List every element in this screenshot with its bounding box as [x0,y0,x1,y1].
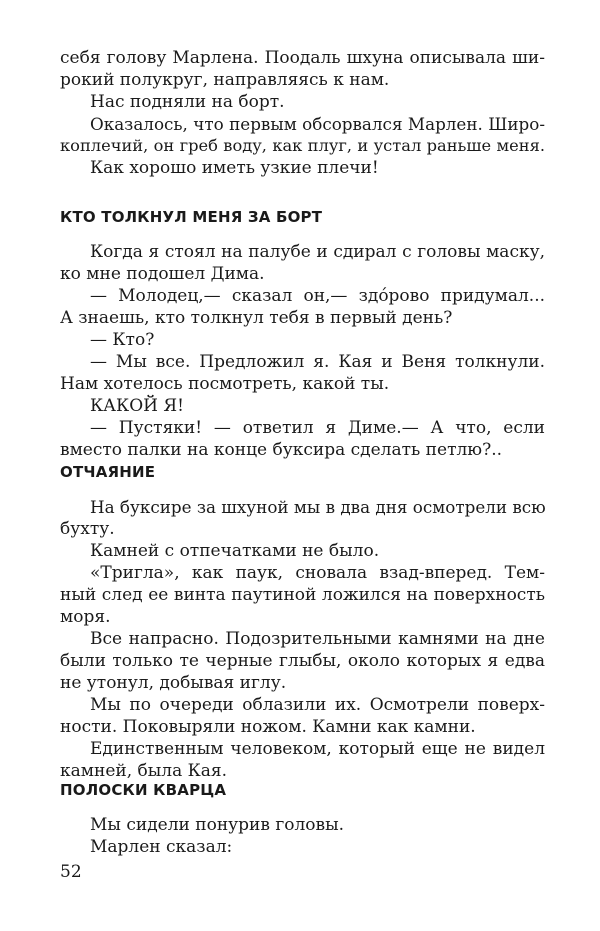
text-line: Когда я стоял на палубе и сдирал с головы маску, [90,242,545,262]
text-line: Все напрасно. Подозрительными камнями на дне [90,629,545,649]
text-line: камней, была Кая. [60,761,228,781]
page-number: 52 [60,862,82,882]
text-line: Оказалось, что первым обсорвался Марлен. Широ- [90,114,545,134]
text-line: «Тригла», как паук, сновала взад-вперед. Тем- [90,563,545,583]
text-line: Мы сидели понурив головы. [90,815,345,835]
text-line: рокий полукруг, направляясь к нам. [60,70,390,90]
text-line: ко мне подошел Дима. [60,264,265,284]
text-line: Единственным человеком, который еще не видел [90,739,545,759]
text-line: коплечий, он греб воду, как плуг, и устал раньше меня. [60,136,545,155]
text-line: КАКОЙ Я! [90,396,184,416]
section-heading: ПОЛОСКИ КВАРЦА [60,781,227,799]
text-line: моря. [60,607,111,627]
text-line: были только те черные глыбы, около которых я едва [60,651,545,671]
text-line: — Пустяки! — ответил я Диме.— А что, если [90,418,545,438]
text-line: — Кто? [90,330,155,350]
section-heading: ОТЧАЯНИЕ [60,463,156,481]
text-line: себя голову Марлена. Поодаль шхуна описывала ши- [60,48,545,68]
text-line: А знаешь, кто толкнул тебя в первый день? [60,308,453,328]
text-line: Камней с отпечатками не было. [90,541,380,561]
text-line: — Молодец,— сказал он,— здóрово придумал... [90,286,545,306]
section-heading: КТО ТОЛКНУЛ МЕНЯ ЗА БОРТ [60,208,323,226]
text-line: бухту. [60,519,115,539]
text-line: ный след ее винта паутиной ложился на поверхность [60,585,545,605]
text-line: ности. Поковыряли ножом. Камни как камни. [60,717,476,737]
text-line: Мы по очереди облазили их. Осмотрели поверх- [90,695,545,715]
text-line: не утонул, добывая иглу. [60,673,287,693]
text-line: Как хорошо иметь узкие плечи! [90,158,379,178]
text-line: На буксире за шхуной мы в два дня осмотрели всю [90,497,546,517]
text-line: вместо палки на конце буксира сделать петлю?.. [60,440,502,460]
text-line: Нам хотелось посмотреть, какой ты. [60,374,390,394]
text-line: Марлен сказал: [90,837,233,857]
text-line: Нас подняли на борт. [90,92,285,112]
text-line: — Мы все. Предложил я. Кая и Веня толкнули. [90,352,545,372]
